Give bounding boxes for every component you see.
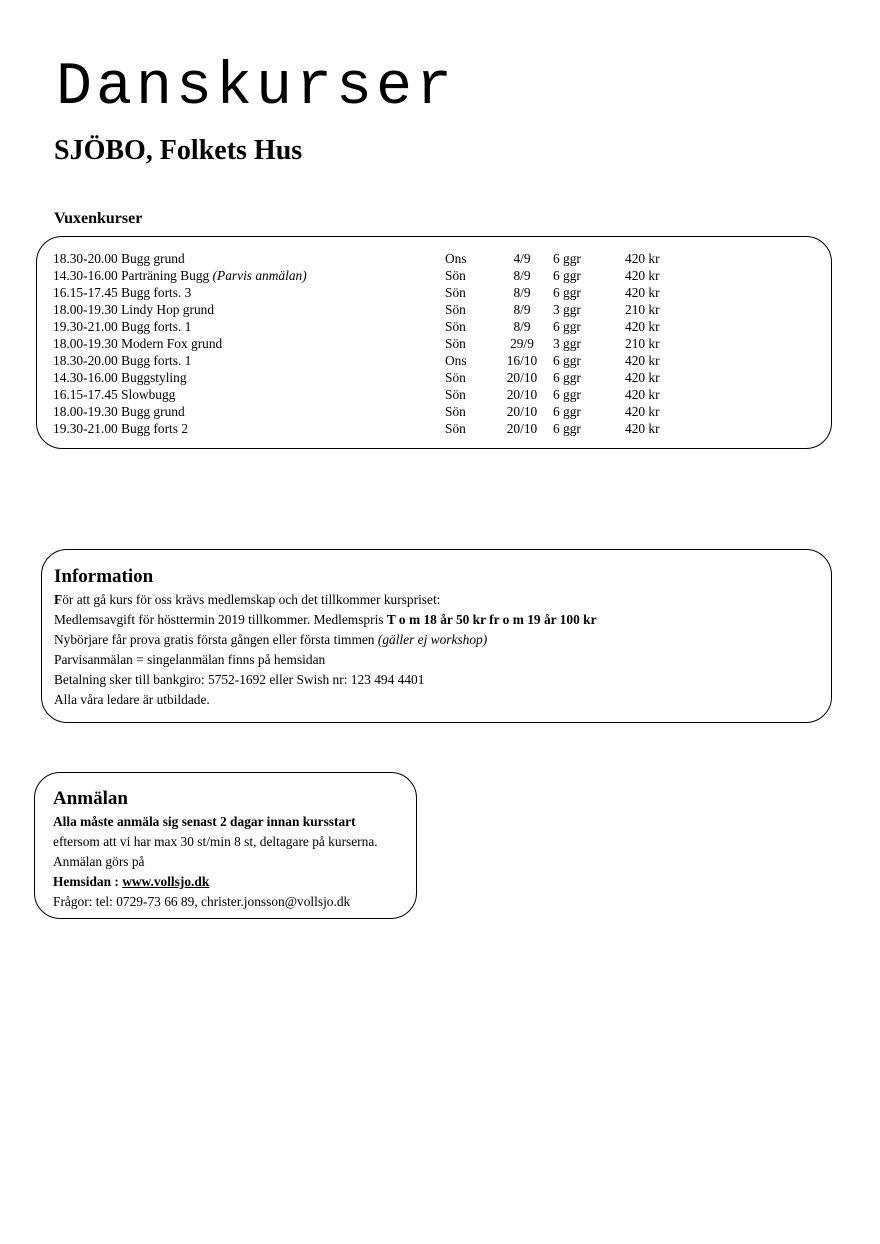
course-name: 16.15-17.45 Slowbugg xyxy=(53,387,176,402)
course-row xyxy=(53,318,685,335)
course-day: Sön xyxy=(445,387,466,402)
course-name-cell xyxy=(53,335,445,352)
course-price: 420 kr xyxy=(625,285,660,300)
course-day: Sön xyxy=(445,370,466,385)
course-price: 420 kr xyxy=(625,421,660,436)
course-name: 14.30-16.00 Parträning Bugg xyxy=(53,268,210,283)
course-row xyxy=(53,301,685,318)
course-name: 18.00-19.30 Lindy Hop grund xyxy=(53,302,215,317)
course-name: 18.30-20.00 Bugg grund xyxy=(53,251,185,266)
course-name-cell xyxy=(53,318,445,335)
course-price: 420 kr xyxy=(625,387,660,402)
course-price: 420 kr xyxy=(625,370,660,385)
course-price: 210 kr xyxy=(625,336,660,351)
signup-where: Anmälan görs på xyxy=(53,854,145,869)
courses-table xyxy=(53,250,685,437)
course-row xyxy=(53,369,685,386)
course-sessions: 6 ggr xyxy=(553,285,581,300)
info-line-beginners xyxy=(54,630,831,650)
course-sessions: 6 ggr xyxy=(553,268,581,283)
courses-box xyxy=(36,236,832,449)
course-date: 8/9 xyxy=(513,268,531,283)
course-name-cell xyxy=(53,420,445,437)
info-line-membership xyxy=(54,590,831,610)
course-price: 420 kr xyxy=(625,251,660,266)
course-name: 19.30-21.00 Bugg forts 2 xyxy=(53,421,189,436)
info-fee-text: Medlemsavgift för hösttermin 2019 tillkommer. Medlemspris xyxy=(54,612,387,627)
information-box xyxy=(41,549,832,723)
course-sessions: 6 ggr xyxy=(553,421,581,436)
course-sessions: 3 ggr xyxy=(553,336,581,351)
page-title: Danskurser xyxy=(56,54,457,122)
course-date: 20/10 xyxy=(506,404,538,419)
course-name: 18.00-19.30 Modern Fox grund xyxy=(53,336,223,351)
page-subtitle: SJÖBO, Folkets Hus xyxy=(54,135,303,166)
info-line-fee xyxy=(54,610,831,630)
course-name: 18.00-19.30 Bugg grund xyxy=(53,404,185,419)
info-fee-prices: T o m 18 år 50 kr fr o m 19 år 100 kr xyxy=(386,612,597,627)
course-price: 210 kr xyxy=(625,302,660,317)
course-date: 8/9 xyxy=(513,302,531,317)
info-beginners-note: (gäller ej workshop) xyxy=(377,632,488,647)
course-day: Sön xyxy=(445,319,466,334)
course-name-cell xyxy=(53,284,445,301)
course-name-cell xyxy=(53,250,445,267)
course-note: (Parvis anmälan) xyxy=(212,268,307,283)
courses-section-label: Vuxenkurser xyxy=(54,210,143,227)
course-date: 20/10 xyxy=(506,421,538,436)
course-row xyxy=(53,250,685,267)
course-date: 29/9 xyxy=(510,336,534,351)
course-sessions: 6 ggr xyxy=(553,404,581,419)
course-price: 420 kr xyxy=(625,268,660,283)
info-initial: F xyxy=(54,592,63,607)
course-date: 8/9 xyxy=(513,319,531,334)
course-row xyxy=(53,403,685,420)
course-day: Sön xyxy=(445,268,466,283)
info-line-payment: Betalning sker till bankgiro: 5752-1692 eller Swish nr: 123 494 4401 xyxy=(54,672,425,687)
course-day: Sön xyxy=(445,302,466,317)
course-day: Sön xyxy=(445,336,466,351)
info-membership-text: ör att gå kurs för oss krävs medlemskap och det tillkommer kurspriset: xyxy=(62,592,441,607)
website-link[interactable]: www.vollsjo.dk xyxy=(122,874,210,889)
course-name: 16.15-17.45 Bugg forts. 3 xyxy=(53,285,192,300)
course-day: Sön xyxy=(445,421,466,436)
course-name-cell xyxy=(53,267,445,284)
course-price: 420 kr xyxy=(625,319,660,334)
signup-contact: Frågor: tel: 0729-73 66 89, christer.jonsson@vollsjo.dk xyxy=(53,894,351,909)
course-date: 20/10 xyxy=(506,370,538,385)
course-date: 8/9 xyxy=(513,285,531,300)
course-row xyxy=(53,267,685,284)
course-row xyxy=(53,335,685,352)
information-heading: Information xyxy=(54,566,154,587)
course-name-cell xyxy=(53,301,445,318)
course-name: 18.30-20.00 Bugg forts. 1 xyxy=(53,353,192,368)
info-line-leaders: Alla våra ledare är utbildade. xyxy=(54,692,210,707)
course-sessions: 6 ggr xyxy=(553,319,581,334)
signup-website xyxy=(53,872,416,892)
course-row xyxy=(53,284,685,301)
course-price: 420 kr xyxy=(625,404,660,419)
course-name: 14.30-16.00 Buggstyling xyxy=(53,370,187,385)
course-date: 4/9 xyxy=(513,251,531,266)
course-sessions: 3 ggr xyxy=(553,302,581,317)
website-label: Hemsidan : xyxy=(53,874,123,889)
course-row xyxy=(53,386,685,403)
course-day: Sön xyxy=(445,404,466,419)
course-day: Ons xyxy=(445,251,467,266)
course-price: 420 kr xyxy=(625,353,660,368)
signup-capacity: eftersom att vi har max 30 st/min 8 st, deltagare på kurserna. xyxy=(53,834,378,849)
course-row xyxy=(53,420,685,437)
course-name-cell xyxy=(53,403,445,420)
signup-box xyxy=(34,772,417,919)
signup-heading: Anmälan xyxy=(53,788,128,809)
course-day: Ons xyxy=(445,353,467,368)
course-row xyxy=(53,352,685,369)
course-date: 16/10 xyxy=(506,353,538,368)
course-sessions: 6 ggr xyxy=(553,353,581,368)
course-name-cell xyxy=(53,386,445,403)
course-sessions: 6 ggr xyxy=(553,251,581,266)
info-line-pairs: Parvisanmälan = singelanmälan finns på hemsidan xyxy=(54,652,326,667)
course-day: Sön xyxy=(445,285,466,300)
course-sessions: 6 ggr xyxy=(553,370,581,385)
course-date: 20/10 xyxy=(506,387,538,402)
course-name-cell xyxy=(53,369,445,386)
course-name: 19.30-21.00 Bugg forts. 1 xyxy=(53,319,192,334)
course-name-cell xyxy=(53,352,445,369)
course-sessions: 6 ggr xyxy=(553,387,581,402)
info-beginners-text: Nybörjare får prova gratis första gången eller första timmen xyxy=(54,632,378,647)
signup-deadline: Alla måste anmäla sig senast 2 dagar innan kursstart xyxy=(53,814,356,829)
